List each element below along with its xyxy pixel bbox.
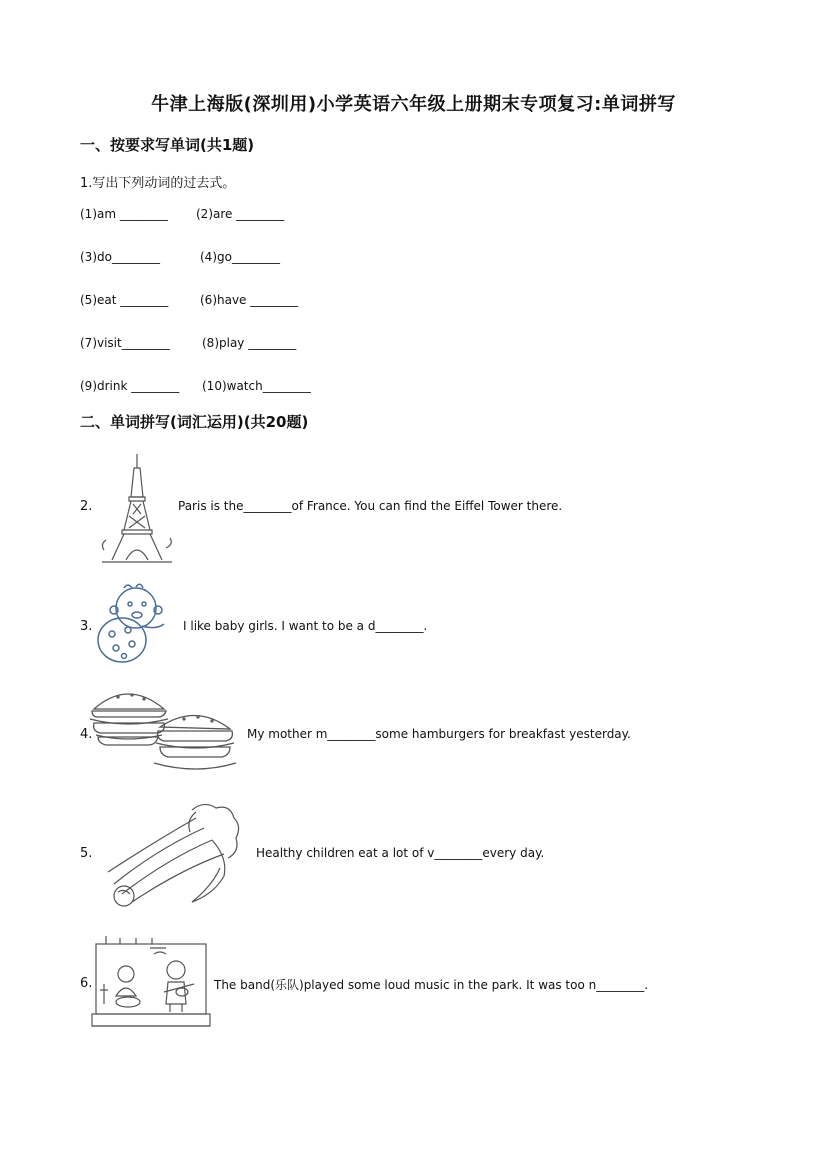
eiffel-tower-picture (96, 452, 178, 564)
question-4-text: My mother m________some hamburgers for breakfast yesterday. (247, 727, 631, 741)
verb-item: (10)watch________ (202, 379, 311, 393)
question-number: 4. (80, 727, 93, 742)
question-number: 2. (80, 499, 93, 514)
band-picture (90, 934, 212, 1030)
question-6-text: The band(乐队)played some loud music in the park. It was too n________. (214, 978, 649, 992)
page-title: 牛津上海版(深圳用)小学英语六年级上册期末专项复习:单词拼写 (151, 94, 676, 115)
question-3-text: I like baby girls. I want to be a d________. (183, 619, 428, 633)
question-number: 5. (80, 846, 93, 861)
verb-item: (5)eat ________ (80, 293, 169, 307)
verb-item: (6)have ________ (200, 293, 299, 307)
verb-item: (3)do________ (80, 250, 160, 264)
section-heading-1: 一、按要求写单词(共1题) (80, 136, 255, 154)
question-5-text: Healthy children eat a lot of v________every day. (256, 846, 545, 860)
question-number: 3. (80, 619, 93, 634)
vegetables-picture (96, 798, 244, 910)
verb-item: (2)are ________ (196, 207, 285, 221)
baby-picture (94, 582, 180, 664)
hamburgers-picture (88, 683, 238, 775)
question-1-prompt: 1.写出下列动词的过去式。 (80, 176, 236, 191)
section-heading-2: 二、单词拼写(词汇运用)(共20题) (80, 413, 309, 431)
verb-item: (9)drink ________ (80, 379, 180, 393)
verb-item: (8)play ________ (202, 336, 297, 350)
question-number: 6. (80, 976, 93, 991)
verb-item: (7)visit________ (80, 336, 170, 350)
question-2-text: Paris is the________of France. You can find the Eiffel Tower there. (178, 499, 563, 513)
verb-item: (4)go________ (200, 250, 280, 264)
verb-item: (1)am ________ (80, 207, 168, 221)
